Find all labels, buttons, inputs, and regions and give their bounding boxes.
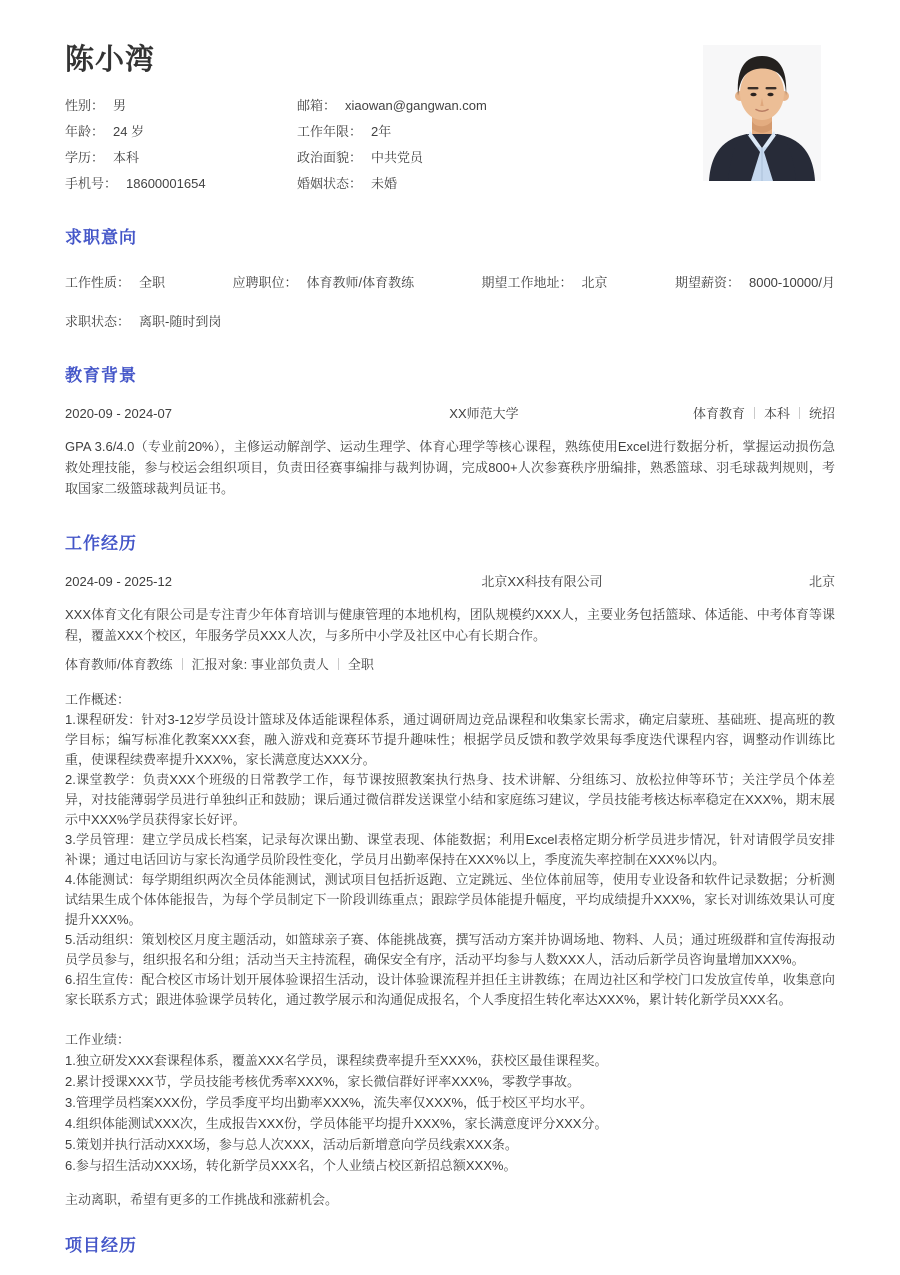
info-label: 政治面貌： (297, 150, 363, 165)
info-label: 手机号： (65, 176, 118, 191)
profile-photo (703, 45, 821, 181)
field-value: 全职 (139, 275, 166, 290)
info-row-experience-years (297, 123, 487, 141)
work-achievement-item: 1.独立研发XXX套课程体系，覆盖XXX名学员，课程续费率提升至XXX%，获校区最佳课程奖。 (65, 1053, 608, 1068)
work-company: 北京XX科技有限公司 (481, 574, 603, 589)
education-major: 体育教育 (692, 406, 745, 421)
education-degree: 本科 (763, 406, 790, 421)
field-value: 体育教师/体育教练 (306, 275, 415, 290)
section-title-project-experience: 项目经历 (65, 1236, 137, 1255)
divider (182, 658, 183, 670)
info-row-marital-status (297, 175, 487, 193)
divider (754, 407, 755, 419)
work-achievement-item: 4.组织体能测试XXX次，生成报告XXX份，学员体能平均提升XXX%，家长满意度评分XXX分。 (65, 1116, 608, 1131)
education-tags (693, 405, 835, 423)
basic-info-grid (65, 97, 665, 193)
info-row-email (297, 97, 487, 115)
info-row-age (65, 123, 297, 141)
info-value: 本科 (113, 150, 140, 165)
field-job-nature (65, 274, 165, 292)
field-label: 求职状态： (65, 314, 131, 329)
work-overview-item: 3.学员管理：建立学员成长档案，记录每次课出勤、课堂表现、体能数据；利用Excel表格定期分析学员进步情况，针对请假学员安排补课；通过电话回访与家长沟通学员阶段性变化，学员月出勤率保持在XXX%以上，季度流失率控制在XXX%以内。 (65, 832, 835, 867)
divider (338, 658, 339, 670)
work-period: 2024-09 - 2025-12 (65, 574, 172, 589)
work-overview-item: 5.活动组织：策划校区月度主题活动，如篮球亲子赛、体能挑战赛，撰写活动方案并协调场地、物料、人员；通过班级群和宣传海报动员学员参与，组织报名和分组；活动当天主持流程，确保安全有序，活动平均参与人数XXX人，活动后新学员咨询量增加XXX%。 (65, 932, 835, 967)
work-overview-item: 4.体能测试：每学期组织两次全员体能测试，测试项目包括折返跑、立定跳远、坐位体前屈等，使用专业设备和软件记录数据；分析测试结果生成个体体能报告，为每个学员制定下一阶段训练重点；跟踪学员体能提升幅度，平均成绩提升XXX%，家长对训练效果认可度提升XXX%。 (65, 872, 835, 927)
field-label: 应聘职位： (232, 275, 298, 290)
work-report-to: 汇报对象: 事业部负责人 (191, 657, 329, 672)
work-achievement-item: 5.策划并执行活动XXX场，参与总人次XXX，活动后新增意向学员线索XXX条。 (65, 1137, 518, 1152)
info-value: 男 (113, 98, 127, 113)
education-period: 2020-09 - 2024-07 (65, 406, 172, 421)
work-achievements-title: 工作业绩： (65, 1032, 131, 1047)
basic-info-left-column (65, 97, 297, 193)
work-achievements-block (65, 1050, 835, 1176)
info-row-degree (65, 149, 297, 167)
work-overview-title: 工作概述： (65, 692, 131, 707)
info-label: 性别： (65, 98, 105, 113)
info-value: 18600001654 (126, 176, 206, 191)
info-label: 工作年限： (297, 124, 363, 139)
info-value: 未婚 (371, 176, 398, 191)
education-admission-type: 统招 (808, 406, 835, 421)
work-overview-item: 6.招生宣传：配合校区市场计划开展体验课招生活动，设计体验课流程并担任主讲教练；在周边社区和学校门口发放宣传单，收集意向家长联系方式；跟进体验课学员转化，通过教学展示和沟通促成报名，个人季度招生转化率达XXX%，累计转化新学员XXX名。 (65, 972, 835, 1007)
education-row (65, 405, 835, 423)
info-row-phone (65, 175, 297, 193)
section-title-work-experience: 工作经历 (65, 534, 137, 553)
work-city: 北京 (808, 574, 835, 589)
candidate-name: 陈小湾 (65, 44, 156, 76)
company-intro: XXX体育文化有限公司是专注青少年体育培训与健康管理的本地机构，团队规模约XXX人，主要业务包括篮球、体适能、中考体育等课程，覆盖XXX个校区，年服务学员XXX人次，与多所中小学及社区中心有长期合作。 (65, 607, 835, 643)
education-description: GPA 3.6/4.0（专业前20%），主修运动解剖学、运动生理学、体育心理学等核心课程，熟练使用Excel进行数据分析，掌握运动损伤急救处理技能，参与校运会组织项目，负责田径赛事编排与裁判协调，完成800+人次参赛秩序册编排，熟悉篮球、羽毛球裁判规则，考取国家二级篮球裁判员证书。 (65, 439, 835, 496)
section-title-education: 教育背景 (65, 366, 137, 385)
field-label: 期望工作地址： (481, 275, 573, 290)
field-value: 离职-随时到岗 (139, 314, 222, 329)
info-value: 2年 (371, 124, 392, 139)
info-label: 邮箱： (297, 98, 337, 113)
field-target-location (482, 274, 608, 292)
work-achievement-item: 3.管理学员档案XXX份，学员季度平均出勤率XXX%，流失率仅XXX%，低于校区平均水平。 (65, 1095, 593, 1110)
basic-info-right-column (297, 97, 487, 193)
work-overview-block (65, 690, 835, 1010)
field-label: 工作性质： (65, 275, 131, 290)
field-target-position (232, 274, 414, 292)
work-job-type: 全职 (347, 657, 374, 672)
field-expected-salary (675, 274, 835, 292)
info-value: xiaowan@gangwan.com (345, 98, 487, 113)
info-value: 24 岁 (113, 124, 145, 139)
work-meta-line (65, 654, 835, 675)
info-row-gender (65, 97, 297, 115)
work-job-title: 体育教师/体育教练 (65, 657, 173, 672)
work-row (65, 573, 835, 591)
info-label: 学历： (65, 150, 105, 165)
work-overview-item: 1.课程研发：针对3-12岁学员设计篮球及体适能课程体系，通过调研周边竞品课程和收集家长需求，确定启蒙班、基础班、提高班的教学目标；编写标准化教案XXX套，融入游戏和竞赛环节提升趣味性；根据学员反馈和教学效果每季度迭代课程内容，调整动作训练比重，使课程续费率提升XXX%，家长满意度达XXX分。 (65, 712, 835, 767)
work-overview-item: 2.课堂教学：负责XXX个班级的日常教学工作，每节课按照教案执行热身、技术讲解、分组练习、放松拉伸等环节；关注学员个体差异，对技能薄弱学员进行单独纠正和鼓励；课后通过微信群发送课堂小结和家庭练习建议，学员技能考核达标率稳定在XXX%，期末展示中XXX%学员获得家长好评。 (65, 772, 835, 827)
field-value: 北京 (581, 275, 608, 290)
field-job-status (65, 313, 835, 331)
info-label: 年龄： (65, 124, 105, 139)
info-label: 婚姻状态： (297, 176, 363, 191)
field-label: 期望薪资： (674, 275, 740, 290)
section-title-job-intention: 求职意向 (65, 228, 137, 247)
job-intention-fields (65, 274, 835, 292)
work-achievement-item: 6.参与招生活动XXX场，转化新学员XXX名，个人业绩占校区新招总额XXX%。 (65, 1158, 517, 1173)
field-value: 8000-10000/月 (748, 275, 835, 290)
education-school: XX师范大学 (449, 406, 519, 421)
divider (799, 407, 800, 419)
leave-reason: 主动离职，希望有更多的工作挑战和涨薪机会。 (65, 1192, 339, 1207)
info-value: 中共党员 (371, 150, 424, 165)
work-achievement-item: 2.累计授课XXX节，学员技能考核优秀率XXX%，家长微信群好评率XXX%，零教学事故。 (65, 1074, 580, 1089)
info-row-political-status (297, 149, 487, 167)
